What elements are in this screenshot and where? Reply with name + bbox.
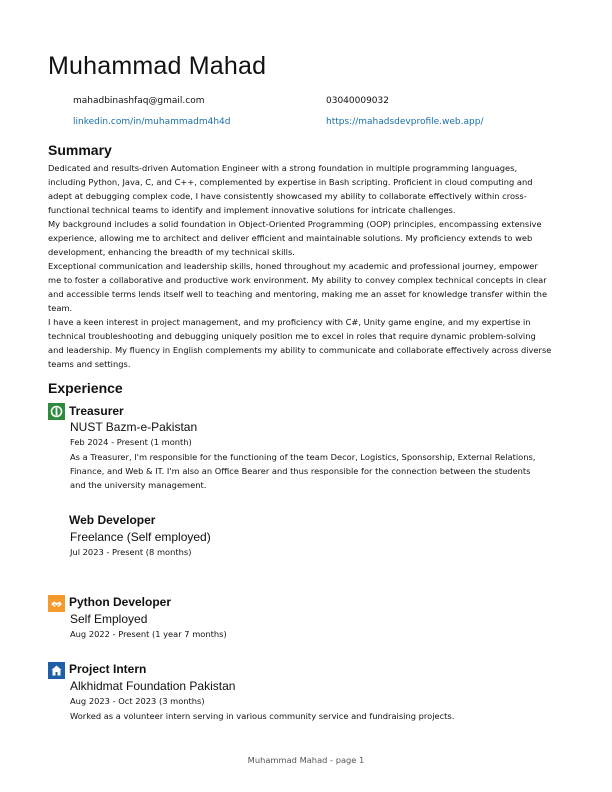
building-icon (48, 662, 65, 679)
website-link[interactable]: https://mahadsdevprofile.web.app/ (326, 117, 484, 127)
company-name: Self Employed (70, 612, 148, 626)
role-description: Worked as a volunteer intern serving in various community service and fundraising projects. (70, 711, 455, 721)
company-name: Alkhidmat Foundation Pakistan (70, 679, 236, 693)
role-title: Project Intern (69, 662, 147, 676)
employment-dates: Jul 2023 - Present (8 months) (70, 547, 192, 557)
role-title: Python Developer (69, 595, 172, 609)
company-name: Freelance (Self employed) (70, 530, 211, 544)
nust-logo-icon (48, 403, 65, 420)
summary-heading: Summary (48, 142, 112, 158)
employment-dates: Aug 2023 - Oct 2023 (3 months) (70, 696, 205, 706)
email-text: mahadbinashfaq@gmail.com (73, 96, 205, 106)
handshake-icon (48, 595, 65, 612)
employment-dates: Aug 2022 - Present (1 year 7 months) (70, 629, 227, 639)
summary-paragraph: I have a keen interest in project management, and my proficiency with C#, Unity game engine, and my expertise in technical troubleshooting and debugging uniquely position me to excel in roles that require dynamic problem-solving and leadership. My fluency in English complements my ability to communicate and collaborate effectively across diverse teams and settings. (48, 317, 552, 369)
experience-heading: Experience (48, 380, 123, 396)
role-description: As a Treasurer, I'm responsible for the functioning of the team Decor, Logistics, Sponsorship, External Relations, Finance, and Web & IT. I'm also an Office Bearer and thus responsible for the connection between the students and the university management. (70, 452, 536, 490)
summary-text (48, 161, 552, 371)
linkedin-link[interactable]: linkedin.com/in/muhammadm4h4d (73, 117, 231, 127)
page-footer: Muhammad Mahad - page 1 (247, 755, 365, 765)
summary-paragraph: Dedicated and results-driven Automation Engineer with a strong foundation in multiple programming languages, including Python, Java, C, and C++, complemented by expertise in Bash scripting. Proficient in cloud computing and adept at debugging complex code, I have consistently showcased my ability to collaborate effectively within cross-functional technical teams to identify and implement innovative solutions for intricate challenges. (48, 163, 533, 215)
phone-text: 03040009032 (326, 96, 389, 106)
employment-dates: Feb 2024 - Present (1 month) (70, 437, 192, 447)
candidate-name: Muhammad Mahad (48, 52, 267, 80)
role-title: Web Developer (69, 513, 156, 527)
summary-paragraph: My background includes a solid foundation in Object-Oriented Programming (OOP) principles, encompassing extensive experience, allowing me to architect and deliver efficient and maintainable solutions. My proficiency extends to web development, enhancing the breadth of my technical skills. (48, 219, 542, 257)
company-name: NUST Bazm-e-Pakistan (70, 420, 198, 434)
summary-paragraph: Exceptional communication and leadership skills, honed throughout my academic and professional journey, empower me to foster a collaborative and productive work environment. My ability to convey complex technical concepts in clear and accessible terms lends itself well to teaching and mentoring, making me an asset for knowledge transfer within the team. (48, 261, 548, 313)
role-title: Treasurer (69, 404, 124, 418)
